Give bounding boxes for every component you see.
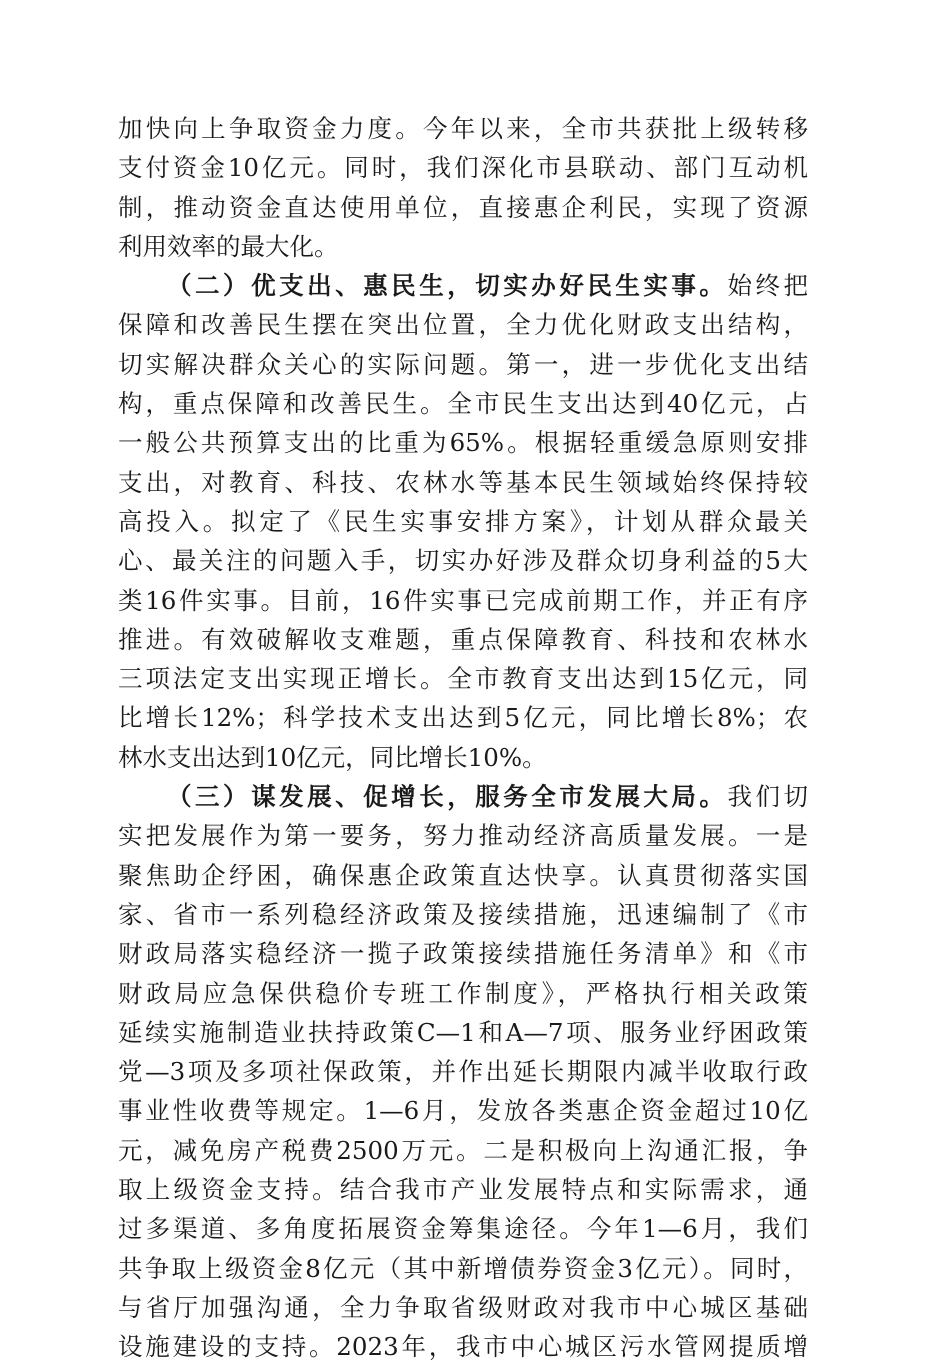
- text-line: 加快向上争取资金力度。今年以来，全市共获批上级转移: [118, 114, 808, 143]
- text-line: 党—3项及多项社保政策，并作出延长期限内减半收取行政: [118, 1057, 808, 1087]
- text-line: 与省厅加强沟通，全力争取省级财政对我市中心城区基础: [118, 1292, 808, 1322]
- text-line: 切实解决群众关心的实际问题。第一，进一步优化支出结: [118, 349, 808, 379]
- section-heading: （三）谋发展、促增长，服务全市发展大局。: [167, 782, 728, 812]
- text-line: 心、最关注的问题入手，切实办好涉及群众切身利益的5大: [118, 546, 808, 576]
- text-line: 实把发展作为第一要务，努力推动经济高质量发展。一是: [118, 821, 808, 851]
- text-line: 过多渠道、多角度拓展资金筹集途径。今年1—6月，我们: [118, 1214, 808, 1244]
- text-line: 事业性收费等规定。1—6月，发放各类惠企资金超过10亿: [118, 1096, 808, 1126]
- text-line: 支出，对教育、科技、农林水等基本民生领域始终保持较: [118, 467, 808, 497]
- text-line: 财政局落实稳经济一揽子政策接续措施任务清单》和《市: [118, 939, 808, 969]
- section-heading: （二）优支出、惠民生，切实办好民生实事。: [167, 271, 728, 301]
- text-segment: 始终把: [727, 271, 808, 301]
- text-line: 比增长12%；科学技术支出达到5亿元，同比增长8%；农: [118, 703, 808, 733]
- text-line: 高投入。拟定了《民生实事安排方案》，计划从群众最关: [118, 506, 808, 536]
- text-line: 三项法定支出实现正增长。全市教育支出达到15亿元，同: [118, 664, 808, 694]
- text-line: 类16件实事。目前，16件实事已完成前期工作，并正有序: [118, 585, 808, 615]
- text-line: 保障和改善民生摆在突出位置，全力优化财政支出结构，: [118, 310, 808, 340]
- text-line: 制，推动资金直达使用单位，直接惠企利民，实现了资源: [118, 192, 808, 222]
- text-line: 利用效率的最大化。: [118, 231, 339, 261]
- text-line: 支付资金10亿元。同时，我们深化市县联动、部门互动机: [118, 153, 808, 183]
- text-line: 推进。有效破解收支难题，重点保障教育、科技和农林水: [118, 624, 808, 654]
- text-line: 元，减免房产税费2500万元。二是积极向上沟通汇报，争: [118, 1135, 808, 1165]
- document-body: [118, 109, 808, 1367]
- text-line: 一般公共预算支出的比重为65%。根据轻重缓急原则安排: [118, 428, 808, 458]
- text-line: 财政局应急保供稳价专班工作制度》，严格执行相关政策: [118, 978, 808, 1008]
- paragraph-first-line: [118, 266, 808, 305]
- text-line: 林水支出达到10亿元，同比增长10%。: [118, 742, 547, 772]
- text-line: 聚焦助企纾困，确保惠企政策直达快享。认真贯彻落实国: [118, 860, 808, 890]
- text-line: 家、省市一系列稳经济政策及接续措施，迅速编制了《市: [118, 899, 808, 929]
- paragraph-first-line: [118, 777, 808, 816]
- text-line: 构，重点保障和改善民生。全市民生支出达到40亿元，占: [118, 389, 808, 419]
- text-line: 设施建设的支持。2023年，我市中心城区污水管网提质增: [118, 1332, 808, 1362]
- text-segment: 我们切: [727, 782, 808, 812]
- text-line: 取上级资金支持。结合我市产业发展特点和实际需求，通: [118, 1175, 808, 1205]
- text-line: 延续实施制造业扶持政策C—1和A—7项、服务业纾困政策: [118, 1017, 808, 1047]
- text-line: 共争取上级资金8亿元（其中新增债券资金3亿元）。同时，: [118, 1253, 808, 1283]
